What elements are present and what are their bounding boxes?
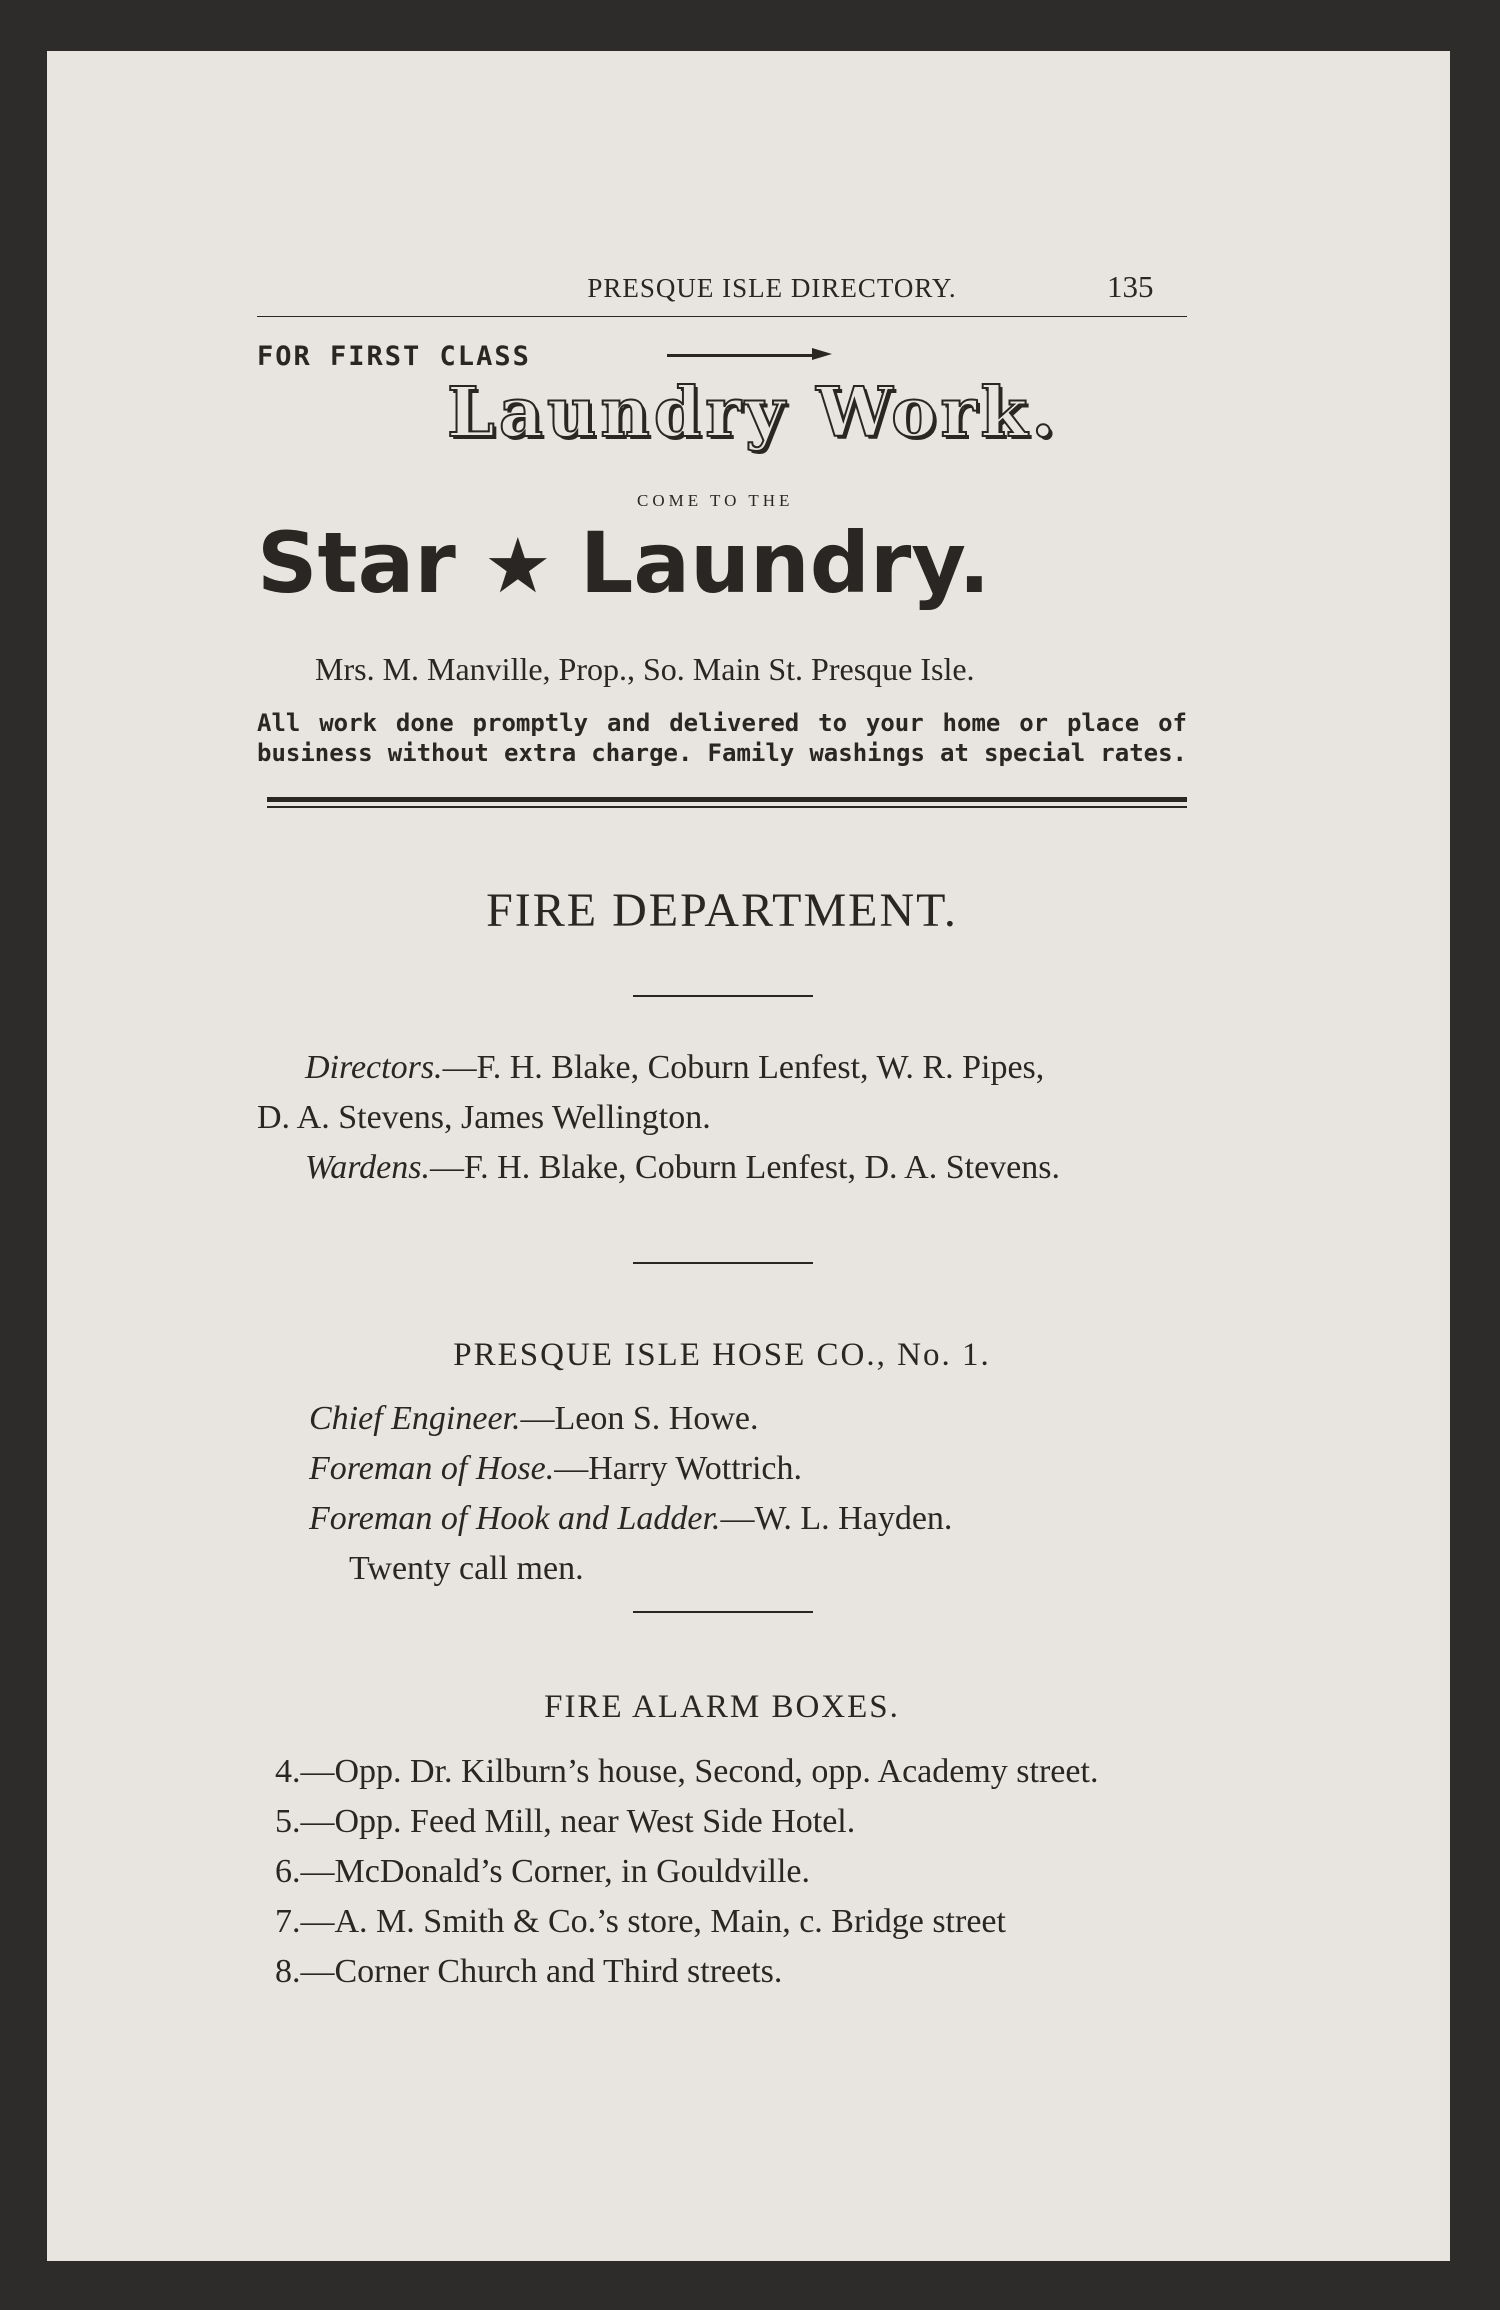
alarm-box-item: 4.—Opp. Dr. Kilburn’s house, Second, opp. Academy street. [275, 1753, 1099, 1790]
chief-engineer-label: Chief Engineer. [309, 1400, 521, 1437]
directors-label: Directors. [305, 1049, 443, 1086]
alarm-box-item: 5.—Opp. Feed Mill, near West Side Hotel. [275, 1803, 856, 1840]
wardens-line [305, 1149, 1060, 1187]
directory-page [47, 51, 1450, 2261]
foreman-hook-line [309, 1500, 952, 1538]
divider-rule-1 [633, 995, 813, 997]
alarm-box-item: 8.—Corner Church and Third streets. [275, 1953, 783, 1990]
directors-line [305, 1049, 1044, 1087]
ad-thick-rule [267, 797, 1187, 802]
ad-lead-text: FOR FIRST CLASS [257, 341, 531, 372]
ad-body-line-1: All work done promptly and delivered to your home or place of [257, 709, 1187, 737]
star-icon: ★ [483, 521, 552, 610]
call-men-line: Twenty call men. [349, 1550, 584, 1587]
ad-proprietor-line: Mrs. M. Manville, Prop., So. Main St. Presque Isle. [315, 651, 975, 687]
alarm-box-item: 6.—McDonald’s Corner, in Gouldville. [275, 1853, 811, 1890]
ad-arrowhead-icon [812, 348, 832, 360]
wardens-label: Wardens. [305, 1149, 430, 1186]
foreman-hose-label: Foreman of Hose. [309, 1450, 555, 1487]
wardens-text: —F. H. Blake, Coburn Lenfest, D. A. Stevens. [430, 1149, 1060, 1186]
hose-co-title: PRESQUE ISLE HOSE CO., No. 1. [453, 1337, 991, 1373]
ad-thin-rule [267, 806, 1187, 808]
divider-rule-3 [633, 1611, 813, 1613]
foreman-hook-text: —W. L. Hayden. [720, 1500, 953, 1537]
alarm-box-item: 7.—A. M. Smith & Co.’s store, Main, c. Bridge street [275, 1903, 1006, 1940]
ad-body-line-2: business without extra charge. Family washings at special rates. [257, 739, 1187, 767]
chief-engineer-line [309, 1400, 759, 1438]
foreman-hose-line [309, 1450, 802, 1488]
ad-arrow-shaft [667, 354, 822, 357]
running-header-title: PRESQUE ISLE DIRECTORY. [587, 273, 957, 303]
page-number: 135 [1107, 269, 1154, 304]
ad-headline: Laundry Work. [447, 373, 1060, 453]
ad-name-left: Star [257, 514, 456, 612]
foreman-hose-text: —Harry Wottrich. [554, 1450, 803, 1487]
ad-body-text [257, 708, 1187, 768]
directors-text: —F. H. Blake, Coburn Lenfest, W. R. Pipes, [442, 1049, 1045, 1086]
chief-engineer-text: —Leon S. Howe. [520, 1400, 759, 1437]
foreman-hook-label: Foreman of Hook and Ladder. [309, 1500, 721, 1537]
divider-rule-2 [633, 1262, 813, 1264]
alarm-boxes-title: FIRE ALARM BOXES. [544, 1689, 900, 1725]
header-rule [257, 316, 1187, 317]
fire-department-title: FIRE DEPARTMENT. [486, 884, 958, 937]
ad-come-to: COME TO THE [637, 491, 794, 510]
ad-business-name [257, 514, 991, 612]
directors-continued: D. A. Stevens, James Wellington. [257, 1099, 711, 1136]
ad-name-right: Laundry. [579, 514, 991, 612]
